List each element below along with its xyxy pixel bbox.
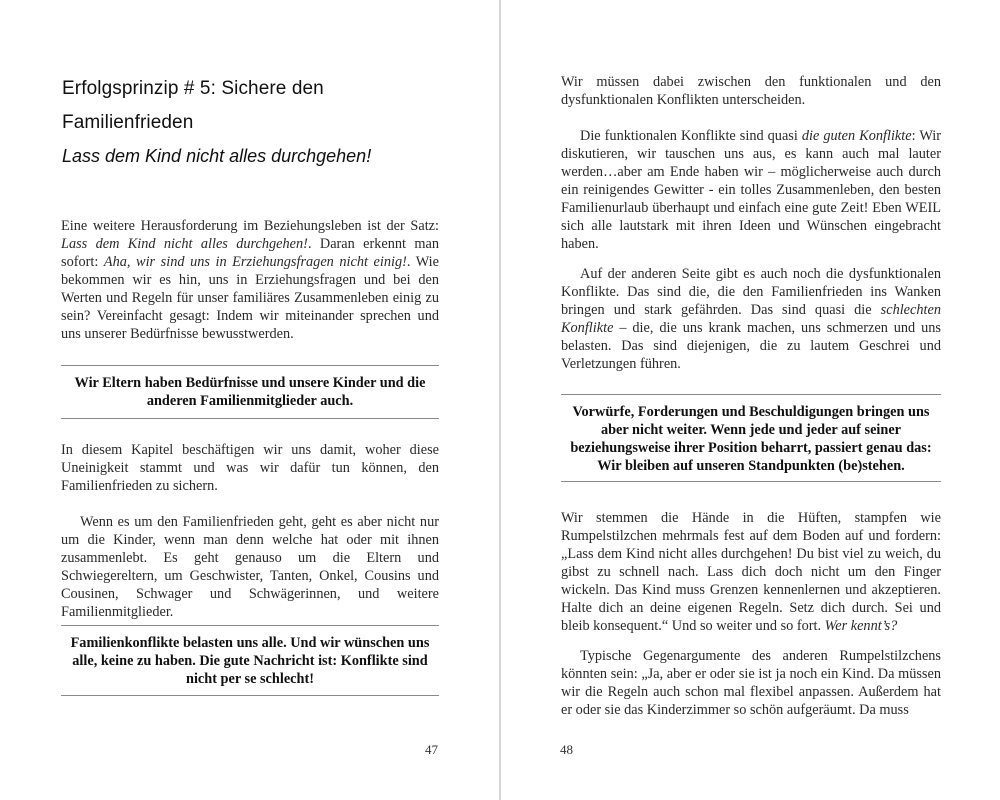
paragraph-chapter-topic: In diesem Kapitel beschäftigen wir uns damit, woher diese Uneinigkeit stammt und was wir dafür tun können, den Familienfrieden zu sichern. — [61, 442, 439, 494]
paragraph-functional-conflicts — [561, 127, 941, 253]
chapter-heading-line-1: Erfolgsprinzip # 5: Sichere den — [62, 78, 324, 99]
left-page — [0, 0, 499, 800]
text-run: . Daran erkennt man sofort: — [61, 236, 439, 270]
paragraph-rumpelstilzchen — [561, 509, 941, 635]
text-run: Die funktionalen Konflikte sind quasi — [580, 128, 802, 144]
paragraph-counter-arguments: Typische Gegenargumente des anderen Rumpelstilzchens könnten sein: „Ja, aber er oder sie ist ja noch ein Kind. Da müssen wir die Regeln auch schon mal flexibel anpassen. Außerdem hat er oder sie das Kinderzimmer so schön aufgeräumt. Da muss — [561, 648, 941, 718]
text-run: : Wir diskutieren, wir tauschen uns aus, es kann auch mal lauter werden…aber am Ende haben wir – möglicherweise auch durch ein reinigendes Gewitter - ein tolles Zusammenleben, den besten Familienurlaub überhaupt und einfach eine gute Zeit! Eben WEIL sich alle lautstark mit ihren Ideen und Wünschen eingebracht haben. — [561, 128, 941, 252]
callout-needs: Wir Eltern haben Bedürfnisse und unsere Kinder und die anderen Familienmitglieder auch. — [61, 365, 439, 419]
text-run: Auf der anderen Seite gibt es auch noch die dysfunktionalen Konflikte. Das sind die, die den Familienfrieden ins Wanken bringen und stark gefährden. Das sind quasi die — [561, 266, 941, 318]
emphasized-text: die guten Konflikte — [801, 128, 912, 144]
text-run: Wir stemmen die Hände in die Hüften, stampfen wie Rumpelstilzchen mehrmals fest auf dem Boden auf und fordern: „Lass dem Kind nicht alles durchgehen! Du bist viel zu weich, du gibst zu schnell nach. Lass dich doch nicht um den Finger wickeln. Das Kind muss Grenzen kennenlernen und akzeptieren. Halte dich an deine eigenen Regeln. Setz dich durch. Sei und bleib konsequent.“ Und so weiter und so fort. — [561, 510, 941, 634]
callout-family-conflicts: Familienkonflikte belasten uns alle. Und wir wünschen uns alle, keine zu haben. Die gute Nachricht ist: Konflikte sind nicht per se schlecht! — [61, 625, 439, 696]
emphasized-text: Lass dem Kind nicht alles durchgehen! — [61, 236, 308, 252]
paragraph-family-members: Wenn es um den Familienfrieden geht, geht es aber nicht nur um die Kinder, wenn man denn welche hat oder mit ihnen zusammenlebt. Es geht genauso um die Eltern und Schwiegereltern, um Geschwister, Tanten, Onkel, Cousins und Cousinen, Schwager und Schwägerinnen, und weitere Familienmitglieder. — [61, 514, 439, 620]
page-number: 48 — [560, 742, 573, 757]
paragraph-intro — [61, 217, 439, 343]
callout-accusations: Vorwürfe, Forderungen und Beschuldigungen bringen uns aber nicht weiter. Wenn jede und jeder auf seiner beziehungsweise ihrer Position beharrt, passiert genau das: Wir bleiben auf unseren Standpunkten (be)stehen. — [561, 394, 941, 482]
paragraph-dysfunctional-conflicts — [561, 265, 941, 373]
chapter-subtitle: Lass dem Kind nicht alles durchgehen! — [62, 146, 372, 166]
emphasized-text: schlechten Konflikte — [561, 302, 941, 336]
chapter-heading-line-2: Familienfrieden — [62, 112, 194, 133]
emphasized-text: Aha, wir sind uns in Erziehungsfragen nicht einig! — [103, 254, 407, 270]
right-page — [501, 0, 1000, 800]
paragraph-conflict-types: Wir müssen dabei zwischen den funktionalen und den dysfunktionalen Konflikten unterscheiden. — [561, 74, 941, 108]
text-run: . Wie bekommen wir es hin, uns in Erziehungsfragen und bei den Werten und Regeln für unser familiäres Zusammenleben einig zu sein? Vereinfacht gesagt: Indem wir miteinander sprechen und uns unserer Bedürfnisse bewusstwerden. — [61, 254, 440, 342]
text-run: Eine weitere Herausforderung im Beziehungsleben ist der Satz: — [61, 218, 439, 234]
text-run: – die, die uns krank machen, uns schmerzen und uns belasten. Das sind diejenigen, die zu lautem Geschrei und Verletzungen führen. — [561, 320, 941, 372]
page-number: 47 — [425, 742, 438, 757]
emphasized-text: Wer kennt’s? — [824, 618, 898, 634]
